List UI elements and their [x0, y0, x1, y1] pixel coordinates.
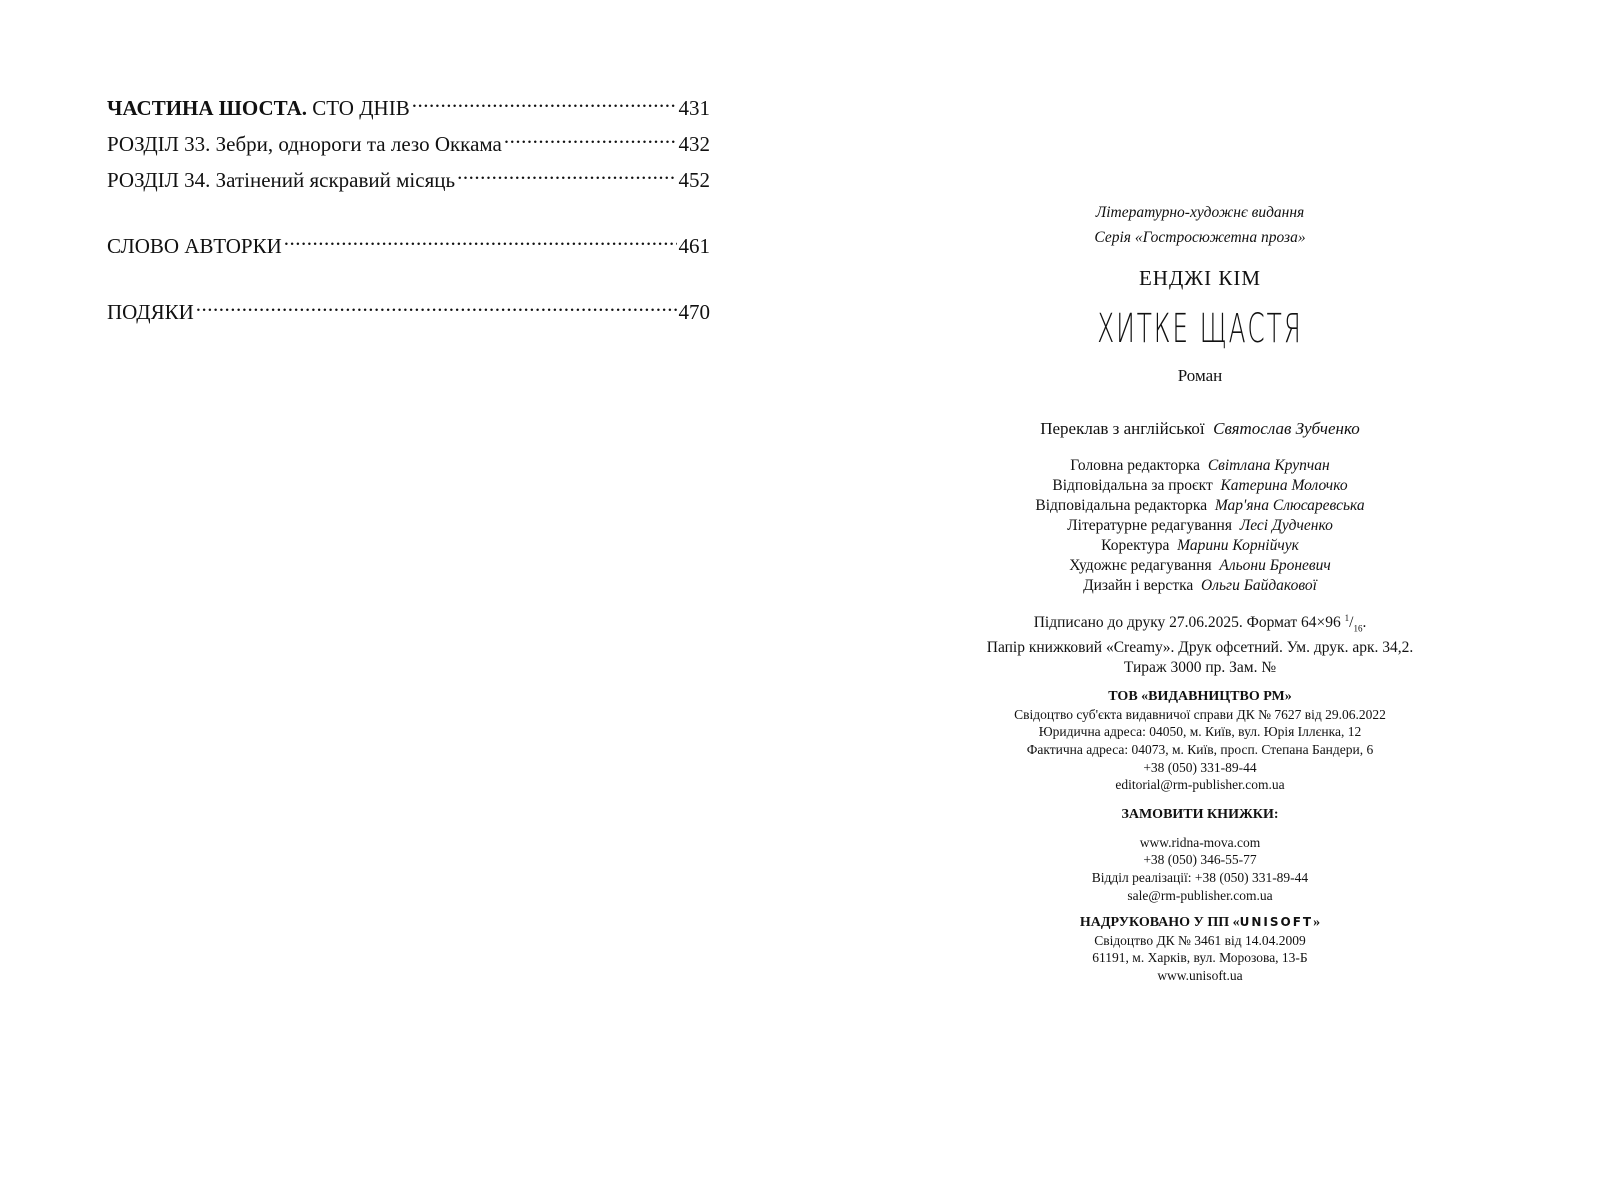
- colophon: [920, 200, 1480, 985]
- printer-name: [920, 914, 1480, 932]
- toc-page-number: 461: [678, 234, 710, 258]
- editorial-credits: [920, 456, 1480, 596]
- dot-leader: [284, 232, 677, 253]
- publisher-certificate: Свідоцтво суб'єкта видавничої справи ДК № 7627 від 29.06.2022: [1014, 706, 1386, 722]
- credit-name: Марини Корнійчук: [1177, 537, 1299, 554]
- toc-entry-title: РОЗДІЛ 33. Зебри, однороги та лезо Оккама: [107, 132, 502, 156]
- toc-page-number: 452: [678, 168, 710, 192]
- format-fraction-denominator: 16: [1353, 623, 1363, 634]
- print-format-suffix: .: [1362, 614, 1367, 632]
- toc-entry-chapter-34: [107, 162, 710, 198]
- toc-page-number: 431: [678, 96, 710, 120]
- toc-part-label: ЧАСТИНА ШОСТА.: [107, 96, 307, 120]
- sales-department-phone: Відділ реалізації: +38 (050) 331-89-44: [1091, 870, 1309, 885]
- printer-address: 61191, м. Харків, вул. Морозова, 13-Б: [1092, 950, 1308, 966]
- book-title: ХИТКЕ ЩАСТЯ: [1097, 306, 1303, 352]
- printer-name-suffix: »: [1313, 915, 1321, 931]
- publisher-name: ТОВ «ВИДАВНИЦТВО РМ»: [1108, 689, 1292, 705]
- printer-info: [920, 914, 1480, 984]
- toc-entry-author-word: [107, 228, 710, 264]
- toc-entry-chapter-33: [107, 126, 710, 162]
- credit-line: [920, 476, 1480, 496]
- credit-role: Головна редакторка: [1070, 457, 1201, 474]
- credit-line: [920, 556, 1480, 576]
- publisher-actual-address: Фактична адреса: 04073, м. Київ, просп. Степана Бандери, 6: [1026, 742, 1374, 758]
- print-format-text: Підписано до друку 27.06.2025. Формат 64×96: [1033, 614, 1341, 632]
- credit-name: Альони Броневич: [1219, 557, 1331, 574]
- publisher-legal-address: Юридична адреса: 04050, м. Київ, вул. Юрія Іллєнка, 12: [1038, 724, 1362, 740]
- table-of-contents: [107, 90, 710, 330]
- print-details: [920, 608, 1480, 678]
- credit-line: [920, 516, 1480, 536]
- credit-name: Лесі Дудченко: [1239, 517, 1333, 534]
- printer-certificate: Свідоцтво ДК № 3461 від 14.04.2009: [1094, 932, 1306, 948]
- printer-brand: UNISOFT: [1239, 915, 1314, 930]
- order-books-heading: ЗАМОВИТИ КНИЖКИ:: [1121, 806, 1279, 822]
- order-website: www.ridna-mova.com: [1139, 834, 1261, 850]
- sales-email: sale@rm-publisher.com.ua: [1127, 887, 1273, 903]
- order-phone: +38 (050) 346-55-77: [1143, 852, 1257, 868]
- paper-line: Папір книжковий «Creamy». Друк офсетний. Ум. друк. арк. 34,2.: [986, 639, 1414, 657]
- publisher-phone: +38 (050) 331-89-44: [1143, 759, 1257, 775]
- credit-name: Світлана Крупчан: [1207, 457, 1330, 474]
- toc-entry-title: [107, 90, 410, 126]
- toc-entry-part-six: [107, 90, 710, 126]
- credit-role: Літературне редагування: [1067, 517, 1232, 534]
- credit-role: Дизайн і верстка: [1083, 577, 1194, 594]
- toc-entry-title: СЛОВО АВТОРКИ: [107, 234, 282, 258]
- printer-website: www.unisoft.ua: [1157, 967, 1243, 983]
- translator-label: Переклав з англійської: [1040, 419, 1205, 438]
- credit-role: Відповідальна редакторка: [1035, 497, 1208, 514]
- toc-page-number: 432: [678, 132, 710, 156]
- credit-role: Коректура: [1101, 537, 1170, 554]
- credit-line: [920, 456, 1480, 476]
- credit-role: Художнє редагування: [1069, 557, 1212, 574]
- format-fraction-numerator: 1: [1344, 613, 1350, 623]
- publisher-info: [920, 688, 1480, 794]
- credit-line: [920, 496, 1480, 516]
- credit-name: Катерина Молочко: [1220, 477, 1348, 494]
- translator-credit: [920, 418, 1480, 440]
- edition-type: Літературно-художнє видання: [1095, 204, 1305, 221]
- author-name: ЕНДЖІ КІМ: [1138, 266, 1262, 290]
- series-name: Серія «Гостросюжетна проза»: [1094, 229, 1306, 246]
- toc-entry-acknowledgements: [107, 294, 710, 330]
- toc-entry-title: ПОДЯКИ: [107, 300, 194, 324]
- publisher-email: editorial@rm-publisher.com.ua: [1115, 777, 1285, 793]
- toc-entry-title: РОЗДІЛ 34. Затінений яскравий місяць: [107, 168, 456, 192]
- book-genre: Роман: [1177, 366, 1223, 385]
- credit-line: [920, 536, 1480, 556]
- toc-part-title: СТО ДНІВ: [312, 96, 410, 120]
- print-run-line: Тираж 3000 пр. Зам. №: [1123, 659, 1277, 677]
- order-contacts: [920, 834, 1480, 904]
- credit-name: Мар'яна Слюсаревська: [1214, 497, 1365, 514]
- dot-leader: [504, 130, 677, 151]
- credit-line: [920, 576, 1480, 596]
- dot-leader: [412, 94, 677, 115]
- translator-name: Святослав Зубченко: [1213, 419, 1360, 438]
- credit-name: Ольги Байдакової: [1201, 577, 1317, 594]
- credit-role: Відповідальна за проєкт: [1052, 477, 1213, 494]
- printer-name-prefix: НАДРУКОВАНО У ПП «: [1079, 915, 1240, 931]
- dot-leader: [196, 298, 677, 319]
- toc-page-number: 470: [678, 300, 710, 324]
- dot-leader: [457, 166, 676, 187]
- print-format-line: Підписано до друку 27.06.2025. Формат 64×96 $^1/_{16}$.: [1033, 613, 1367, 634]
